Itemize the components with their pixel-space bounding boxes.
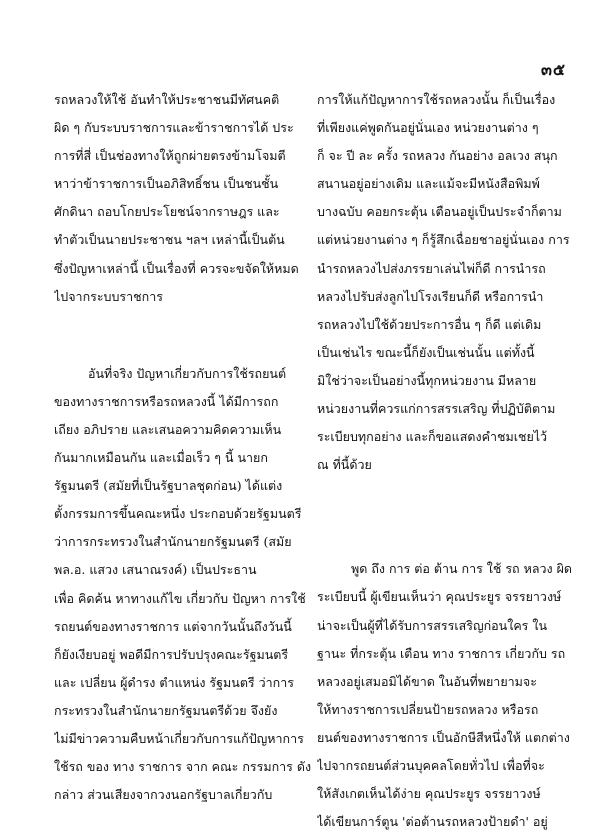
text-line: ไม่มีข่าวความคืบหน้าเกี่ยวกับการแก้ปัญหาการ — [54, 730, 304, 746]
text-line: หาว่าข้าราชการเป็นอภิสิทธิ์ชน เป็นชนชั้น — [54, 176, 279, 192]
text-line: สนานอยู่อย่างเดิม และแม้จะมีหนังสือพิมพ์ — [317, 176, 540, 192]
text-line: รถยนต์ของทางราชการ แต่จากวันนั้นถึงวันนี้ — [54, 618, 292, 634]
text-line: ซึ่งปัญหาเหล่านี้ เป็นเรื่องที่ ควรจะขจัดให้หมด — [54, 260, 299, 276]
text-line: รถหลวงให้ใช้ อันทำให้ประชาชนมีทัศนคติ — [54, 92, 280, 107]
text-line: กระทรวงในสำนักนายกรัฐมนตรีด้วย จึงยัง — [54, 702, 278, 718]
text-line: หน่วยงานที่ควรแก่การสรรเสริญ ที่ปฏิบัติตาม — [317, 401, 556, 417]
text-line: นำรถหลวงไปส่งภรรยาเล่นไพ่ก็ดี การนำรถ — [317, 260, 546, 276]
right-column — [317, 86, 577, 836]
text-line: บางฉบับ คอยกระตุ้น เตือนอยู่เป็นประจำก็ตาม — [317, 204, 562, 220]
text-line: ระเบียบนี้ ผู้เขียนเห็นว่า คุณประยูร จรรยาวงษ์ — [317, 589, 562, 605]
text-line: น่าจะเป็นผู้ที่ได้รับการสรรเสริญก่อนใคร ใน — [317, 617, 548, 633]
text-line: ณ ที่นี้ด้วย — [317, 457, 372, 473]
text-line: รัฐมนตรี (สมัยที่เป็นรัฐบาลชุดก่อน) ได้แต่ง — [54, 478, 283, 494]
right-paragraph-2 — [317, 555, 577, 836]
text-line: ที่เพียงแค่พูดกันอยู่นั่นเอง หน่วยงานต่าง ๆ — [317, 120, 539, 136]
text-line: ผิด ๆ กับระบบราชการและข้าราชการได้ ประ — [54, 120, 294, 136]
page-number: ๓๕ — [540, 60, 566, 79]
text-line: อันที่จริง ปัญหาเกี่ยวกับการใช้รถยนต์ — [88, 365, 287, 381]
text-line: กล่าว ส่วนเสียงจากวงนอกรัฐบาลเกี่ยวกับ — [54, 787, 273, 803]
text-line: พูด ถึง การ ต่อ ต้าน การ ใช้ รถ หลวง ผิด — [351, 561, 573, 577]
right-paragraph-1 — [317, 86, 577, 479]
left-paragraph-1 — [54, 86, 314, 311]
left-column — [54, 86, 314, 809]
text-line: ไปจากระบบราชการ — [54, 288, 163, 304]
text-line: ศักดินา ถอบโกยประโยชน์จากราษฎร และ — [54, 204, 280, 220]
text-line: และ เปลี่ยน ผู้ดำรง ตำแหน่ง รัฐมนตรี ว่าการ — [54, 674, 294, 690]
text-line: การที่สี่ เป็นช่องทางให้ถูกผ่ายตรงข้ามโจมตี — [54, 148, 286, 164]
text-line: การให้แก้ปัญหาการใช้รถหลวงนั้น ก็เป็นเรื่อง — [317, 92, 556, 107]
text-line: กันมากเหมือนกัน และเมื่อเร็ว ๆ นี้ นายก — [54, 450, 268, 466]
text-line: ทำตัวเป็นนายประชาชน ฯลฯ เหล่านี้เป็นต้น — [54, 232, 285, 248]
text-line: มิใช่ว่าจะเป็นอย่างนี้ทุกหน่วยงาน มีหลาย — [317, 372, 537, 388]
text-line: รถหลวงไปใช้ด้วยประการอื่น ๆ ก็ดี แต่เดิม — [317, 316, 542, 332]
text-line: ฐานะ ที่กระตุ้น เตือน ทาง ราชการ เกี่ยวกับ รถ — [317, 645, 566, 661]
text-line: ระเบียบทุกอย่าง และก็ขอแสดงคำชมเชยไว้ — [317, 429, 548, 445]
text-line: เป็นเช่นไร ขณะนี้ก็ยังเป็นเช่นนั้น แต่ทั้งนี้ — [317, 344, 535, 360]
text-line: ได้เขียนการ์ตูน 'ต่อต้านรถหลวงป้ายดำ' อยู่ — [317, 814, 548, 830]
text-line: แต่หน่วยงานต่าง ๆ ก็รู้สึกเฉื่อยชาอยู่นั่นเอง การ — [317, 232, 570, 248]
text-line: ให้สังเกตเห็นได้ง่าย คุณประยูร จรรยาวงษ์ — [317, 786, 541, 802]
text-line: เถียง อภิปราย และเสนอความคิดความเห็น — [54, 421, 282, 437]
text-line: ไปจากรถยนต์ส่วนบุคคลโดยทั่วไป เพื่อที่จะ — [317, 757, 545, 773]
text-line: ตั้งกรรมการขึ้นคณะหนึ่ง ประกอบด้วยรัฐมนตรี — [54, 506, 302, 522]
text-line: ให้ทางราชการเปลี่ยนป้ายรถหลวง หรือรถ — [317, 701, 539, 717]
text-line: หลวงไปรับส่งลูกไปโรงเรียนก็ดี หรือการนำ — [317, 288, 544, 304]
text-line: ใช้รถ ของ ทาง ราชการ จาก คณะ กรรมการ ดัง — [54, 759, 312, 775]
text-line: เพื่อ คิดค้น หาทางแก้ไข เกี่ยวกับ ปัญหา การใช้ — [54, 590, 306, 606]
text-line: ว่าการกระทรวงในสำนักนายกรัฐมนตรี (สมัย — [54, 534, 292, 550]
left-paragraph-2 — [54, 360, 314, 810]
text-line: พล.อ. แสวง เสนาณรงค์) เป็นประธาน — [54, 562, 257, 578]
text-line: หลวงอยู่เสมอมิได้ขาด ในอันที่พยายามจะ — [317, 673, 537, 689]
text-line: ยนต์ของทางราชการ เป็นอักษีสีหนึ่งให้ แตกต่าง — [317, 729, 570, 745]
text-line: ของทางราชการหรือรถหลวงนี้ ได้มีการถก — [54, 393, 279, 409]
text-line: ก็ จะ ปี ละ ครั้ง รถหลวง กันอย่าง อลเวง สนุก — [317, 148, 558, 164]
text-line: ก็ยังเงียบอยู่ พอดีมีการปรับปรุงคณะรัฐมนตรี — [54, 646, 289, 662]
